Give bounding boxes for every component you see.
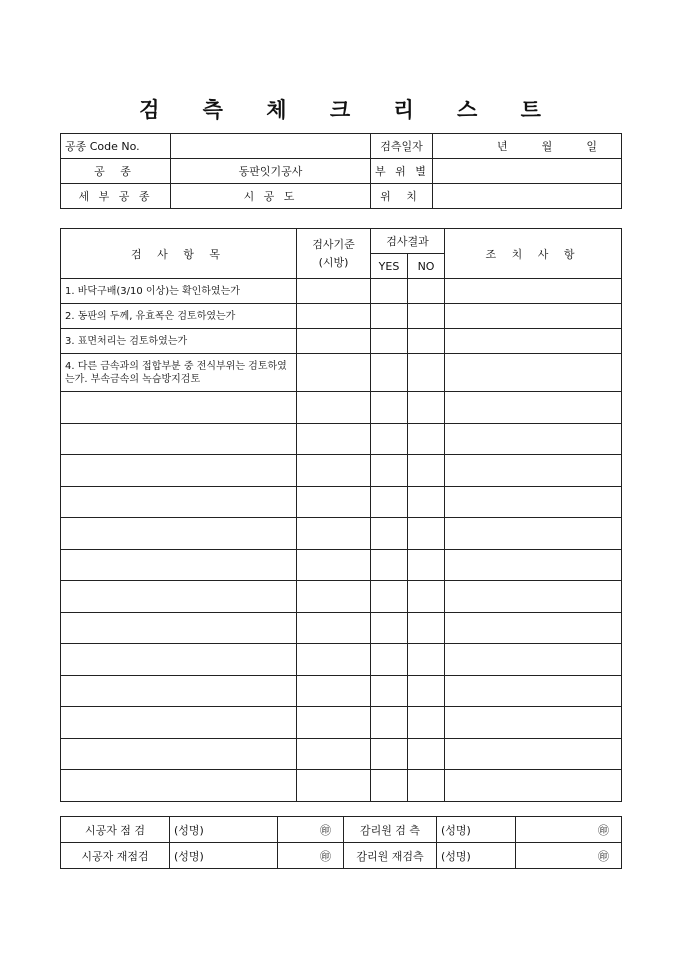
part-label: 부 위 별: [371, 159, 433, 184]
no-cell-2[interactable]: [408, 304, 445, 329]
empty-standard-cell[interactable]: [297, 738, 371, 770]
check-item-3: 3. 표면처리는 검토하였는가: [61, 329, 297, 354]
empty-item-cell[interactable]: [61, 455, 297, 487]
empty-action-cell[interactable]: [445, 644, 622, 676]
empty-no-cell[interactable]: [408, 423, 445, 455]
yes-cell-1[interactable]: [371, 279, 408, 304]
work-label: 공 종: [61, 159, 171, 184]
check-row-4: [61, 354, 622, 392]
empty-no-cell[interactable]: [408, 707, 445, 739]
empty-item-cell[interactable]: [61, 770, 297, 802]
sign-row-2: [61, 843, 622, 869]
standard-cell-4[interactable]: [297, 354, 371, 392]
empty-action-cell[interactable]: [445, 581, 622, 613]
empty-no-cell[interactable]: [408, 455, 445, 487]
detail-field[interactable]: 시 공 도: [171, 184, 371, 209]
empty-no-cell[interactable]: [408, 581, 445, 613]
empty-standard-cell[interactable]: [297, 549, 371, 581]
check-row-empty: [61, 738, 622, 770]
col-result-header: 검사결과: [371, 229, 445, 254]
check-row-empty: [61, 518, 622, 550]
check-row-empty: [61, 644, 622, 676]
empty-yes-cell[interactable]: [371, 518, 408, 550]
empty-no-cell[interactable]: [408, 644, 445, 676]
info-row-detail: [61, 184, 622, 209]
work-field[interactable]: 동판잇기공사: [171, 159, 371, 184]
info-row-work: [61, 159, 622, 184]
check-item-4: 4. 다른 금속과의 접합부분 중 전식부위는 검토하였는가. 부속금속의 녹슴방지검토: [61, 354, 297, 392]
info-table: [60, 133, 622, 209]
empty-yes-cell[interactable]: [371, 423, 408, 455]
date-field[interactable]: [433, 134, 622, 159]
no-cell-3[interactable]: [408, 329, 445, 354]
empty-standard-cell[interactable]: [297, 392, 371, 424]
empty-item-cell[interactable]: [61, 423, 297, 455]
contractor-recheck-seal[interactable]: ㊞: [278, 843, 344, 869]
empty-standard-cell[interactable]: [297, 675, 371, 707]
empty-item-cell[interactable]: [61, 675, 297, 707]
part-field[interactable]: [433, 159, 622, 184]
location-field[interactable]: [433, 184, 622, 209]
empty-yes-cell[interactable]: [371, 644, 408, 676]
empty-item-cell[interactable]: [61, 486, 297, 518]
empty-standard-cell[interactable]: [297, 770, 371, 802]
empty-no-cell[interactable]: [408, 738, 445, 770]
check-row-empty: [61, 612, 622, 644]
empty-action-cell[interactable]: [445, 612, 622, 644]
action-cell-1[interactable]: [445, 279, 622, 304]
empty-standard-cell[interactable]: [297, 581, 371, 613]
empty-item-cell[interactable]: [61, 644, 297, 676]
empty-yes-cell[interactable]: [371, 392, 408, 424]
empty-item-cell[interactable]: [61, 518, 297, 550]
empty-yes-cell[interactable]: [371, 770, 408, 802]
supervisor-recheck-label: 감리원 재검측: [344, 843, 437, 869]
col-item-header: 검 사 항 목: [61, 229, 297, 279]
supervisor-check-seal[interactable]: ㊞: [516, 817, 622, 843]
empty-no-cell[interactable]: [408, 675, 445, 707]
yes-cell-2[interactable]: [371, 304, 408, 329]
check-row-2: [61, 304, 622, 329]
empty-yes-cell[interactable]: [371, 549, 408, 581]
empty-action-cell[interactable]: [445, 707, 622, 739]
contractor-recheck-name[interactable]: (성명): [170, 843, 278, 869]
empty-action-cell[interactable]: [445, 518, 622, 550]
check-row-3: [61, 329, 622, 354]
date-label: 검측일자: [371, 134, 433, 159]
empty-no-cell[interactable]: [408, 549, 445, 581]
empty-no-cell[interactable]: [408, 612, 445, 644]
empty-no-cell[interactable]: [408, 518, 445, 550]
empty-action-cell[interactable]: [445, 738, 622, 770]
empty-yes-cell[interactable]: [371, 707, 408, 739]
date-year-label: 년: [497, 140, 508, 153]
empty-item-cell[interactable]: [61, 738, 297, 770]
empty-action-cell[interactable]: [445, 486, 622, 518]
date-month-label: 월: [541, 140, 553, 153]
standard-cell-2[interactable]: [297, 304, 371, 329]
code-label: 공종 Code No.: [61, 134, 171, 159]
col-standard-header: [297, 229, 371, 279]
action-cell-3[interactable]: [445, 329, 622, 354]
standard-cell-1[interactable]: [297, 279, 371, 304]
empty-standard-cell[interactable]: [297, 486, 371, 518]
col-yes-header: YES: [371, 254, 408, 279]
contractor-check-label: 시공자 점 검: [61, 817, 170, 843]
no-cell-4[interactable]: [408, 354, 445, 392]
contractor-check-name[interactable]: (성명): [170, 817, 278, 843]
signature-table: [60, 816, 622, 869]
supervisor-recheck-name[interactable]: (성명): [437, 843, 516, 869]
action-cell-4[interactable]: [445, 354, 622, 392]
page-title: 검 측 체 크 리 스 트: [139, 97, 559, 122]
date-day-label: 일: [586, 140, 597, 153]
empty-item-cell[interactable]: [61, 549, 297, 581]
standard-cell-3[interactable]: [297, 329, 371, 354]
empty-action-cell[interactable]: [445, 392, 622, 424]
check-item-2: 2. 동판의 두께, 유효폭은 검토하였는가: [61, 304, 297, 329]
col-action-header: 조 치 사 항: [445, 229, 622, 279]
check-row-empty: [61, 392, 622, 424]
sign-row-1: [61, 817, 622, 843]
check-row-empty: [61, 707, 622, 739]
yes-cell-3[interactable]: [371, 329, 408, 354]
supervisor-recheck-seal[interactable]: ㊞: [516, 843, 622, 869]
empty-item-cell[interactable]: [61, 581, 297, 613]
empty-standard-cell[interactable]: [297, 612, 371, 644]
check-row-empty: [61, 486, 622, 518]
empty-item-cell[interactable]: [61, 707, 297, 739]
no-cell-1[interactable]: [408, 279, 445, 304]
empty-item-cell[interactable]: [61, 612, 297, 644]
check-row-empty: [61, 455, 622, 487]
check-row-empty: [61, 423, 622, 455]
check-row-1: [61, 279, 622, 304]
col-no-header: NO: [408, 254, 445, 279]
empty-action-cell[interactable]: [445, 675, 622, 707]
supervisor-check-name[interactable]: (성명): [437, 817, 516, 843]
check-row-empty: [61, 581, 622, 613]
empty-standard-cell[interactable]: [297, 518, 371, 550]
col-standard-line1: 검사기준: [312, 237, 355, 251]
check-row-empty: [61, 549, 622, 581]
empty-no-cell[interactable]: [408, 392, 445, 424]
supervisor-check-label: 감리원 검 측: [344, 817, 437, 843]
empty-action-cell[interactable]: [445, 423, 622, 455]
empty-standard-cell[interactable]: [297, 644, 371, 676]
empty-yes-cell[interactable]: [371, 612, 408, 644]
location-label: 위 치: [371, 184, 433, 209]
contractor-check-seal[interactable]: ㊞: [278, 817, 344, 843]
empty-yes-cell[interactable]: [371, 486, 408, 518]
empty-action-cell[interactable]: [445, 770, 622, 802]
check-table: [60, 228, 622, 802]
empty-action-cell[interactable]: [445, 455, 622, 487]
col-standard-line2: (시방): [318, 255, 349, 269]
empty-yes-cell[interactable]: [371, 738, 408, 770]
check-row-empty: [61, 675, 622, 707]
empty-item-cell[interactable]: [61, 392, 297, 424]
empty-no-cell[interactable]: [408, 770, 445, 802]
empty-action-cell[interactable]: [445, 549, 622, 581]
yes-cell-4[interactable]: [371, 354, 408, 392]
contractor-recheck-label: 시공자 재점검: [61, 843, 170, 869]
empty-no-cell[interactable]: [408, 486, 445, 518]
empty-standard-cell[interactable]: [297, 455, 371, 487]
empty-yes-cell[interactable]: [371, 581, 408, 613]
empty-yes-cell[interactable]: [371, 675, 408, 707]
action-cell-2[interactable]: [445, 304, 622, 329]
check-header-row: [61, 229, 622, 254]
info-row-code: [61, 134, 622, 159]
detail-label: 세 부 공 종: [61, 184, 171, 209]
check-row-empty: [61, 770, 622, 802]
empty-standard-cell[interactable]: [297, 423, 371, 455]
check-item-1: 1. 바닥구배(3/10 이상)는 확인하였는가: [61, 279, 297, 304]
empty-yes-cell[interactable]: [371, 455, 408, 487]
code-field[interactable]: [171, 134, 371, 159]
empty-standard-cell[interactable]: [297, 707, 371, 739]
